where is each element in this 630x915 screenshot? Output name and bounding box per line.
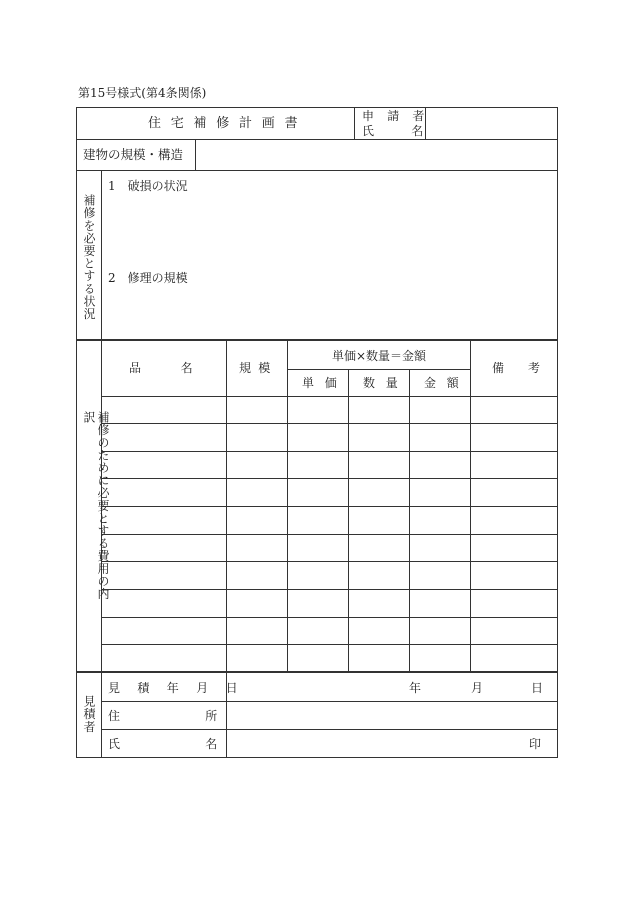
row-divider <box>76 170 557 171</box>
unit-price-header: 単価 <box>302 376 348 390</box>
repair-scale-label: 2 修理の規模 <box>108 271 188 285</box>
address-field[interactable] <box>227 702 557 729</box>
form-title: 住宅補修計画書 <box>148 116 308 131</box>
situation-side-label: 補修を必要とする状況 <box>82 194 96 320</box>
table-row[interactable] <box>102 590 557 617</box>
table-row[interactable] <box>102 535 557 561</box>
estimate-date-field[interactable] <box>227 673 557 701</box>
item-name-header: 品名 <box>129 361 233 375</box>
repair-scale-field[interactable] <box>102 287 556 339</box>
address-label: 住所 <box>108 709 303 723</box>
estimator-name-label: 氏名 <box>108 737 303 751</box>
building-scale-field[interactable] <box>196 140 556 169</box>
table-row[interactable] <box>102 452 557 478</box>
table-row[interactable] <box>102 397 557 423</box>
estimator-name-field[interactable] <box>227 730 557 757</box>
damage-status-label: 1 破損の状況 <box>108 179 188 193</box>
left-border <box>76 107 77 757</box>
section-divider <box>76 339 558 341</box>
notes-header: 備考 <box>492 361 565 375</box>
formula-subheader-divider <box>287 369 470 370</box>
applicant-name-field[interactable] <box>426 108 556 138</box>
table-row[interactable] <box>102 479 557 506</box>
right-border <box>557 107 558 757</box>
table-row[interactable] <box>102 424 557 451</box>
amount-header: 金額 <box>424 376 470 390</box>
header-divider-1 <box>354 107 355 139</box>
table-row[interactable] <box>102 507 557 534</box>
scale-header: 規模 <box>239 361 278 375</box>
table-row[interactable] <box>102 618 557 644</box>
damage-status-field[interactable] <box>102 197 556 267</box>
estimator-side-label: 見積者 <box>82 695 96 733</box>
bottom-border <box>76 757 558 758</box>
estimate-date-label: 見積年月日 <box>108 681 256 695</box>
table-row[interactable] <box>102 562 557 589</box>
cost-side-label: 補修のために必要とする費用の内訳 <box>82 411 110 600</box>
applicant-name-label: 氏名 <box>362 124 461 138</box>
estimate-date-year: 年 <box>409 681 422 695</box>
applicant-label: 申請者 <box>362 109 438 123</box>
table-row[interactable] <box>102 645 557 672</box>
estimate-date-month: 月 <box>471 681 484 695</box>
seal-mark: 印 <box>529 737 542 751</box>
form-number: 第15号様式(第4条関係) <box>78 86 207 100</box>
building-scale-label: 建物の規模・構造 <box>83 147 184 162</box>
estimate-date-day: 日 <box>531 681 544 695</box>
formula-header: 単価×数量＝金額 <box>332 349 427 363</box>
quantity-header: 数量 <box>363 376 409 390</box>
